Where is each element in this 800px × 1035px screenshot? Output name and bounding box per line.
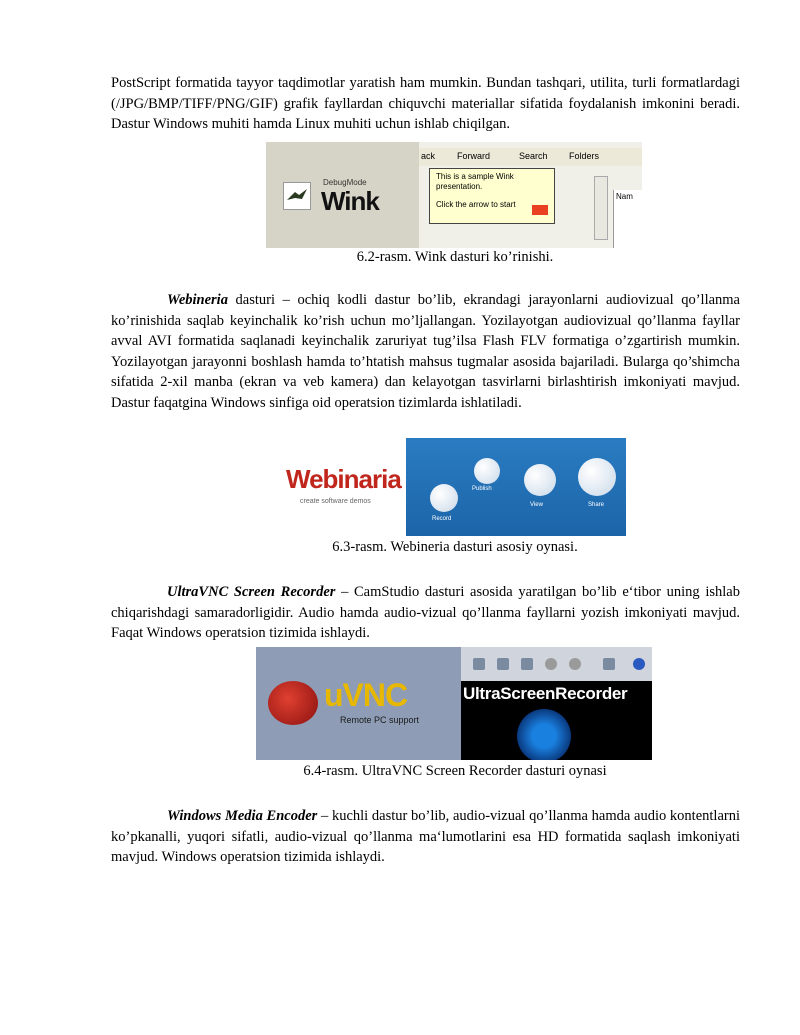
uvnc-logo-sub: Remote PC support <box>340 715 420 725</box>
side-panel-label: Nam <box>616 192 633 201</box>
term-ultravnc: UltraVNC Screen Recorder <box>167 584 336 600</box>
wink-brand-small: DebugMode <box>323 178 367 187</box>
paragraph-ultravnc-body: – CamStudio dasturi asosida yaratilgan bo’lib e‘tibor uning ishlab chiqarishdagi samaradorligidir. Audio hamda audio-vizual qo’llanma fayllarni yozish imkoniyati mavjud. Faqat Windows operatsion tizimida ishlaydi. <box>111 584 740 642</box>
ultrascreenrecorder-panel <box>461 647 652 760</box>
toolbar-icon <box>603 658 615 670</box>
uvnc-logo-icon <box>268 681 318 725</box>
wink-side-panel <box>613 190 642 248</box>
paragraph-webineria <box>111 290 740 414</box>
wink-logo <box>279 178 409 216</box>
caption-fig-6-2: 6.2-rasm. Wink dasturi ko’rinishi. <box>356 249 554 265</box>
toolbar-search: Search <box>519 151 548 161</box>
help-icon <box>633 658 645 670</box>
share-icon <box>578 458 616 496</box>
ultravnc-screenshot <box>256 647 652 760</box>
wink-brand-big: Wink <box>321 186 379 216</box>
recorder-toolbar <box>461 647 652 681</box>
toolbar-icon <box>521 658 533 670</box>
toolbar-folders: Folders <box>569 151 600 161</box>
wink-browser-panel <box>419 142 642 248</box>
webinaria-screenshot <box>278 438 626 536</box>
term-webineria: Webineria <box>167 292 228 308</box>
popup-text: This is a sample Wink presentation. <box>436 172 514 191</box>
stop-icon <box>569 658 581 670</box>
webinaria-logo-text: Webinaria <box>286 464 401 494</box>
wink-logo-panel <box>266 142 419 248</box>
webinaria-logo <box>278 456 406 516</box>
toolbar-back: ack <box>421 151 436 161</box>
bird-icon <box>283 182 311 210</box>
webinaria-main-window <box>406 438 626 536</box>
paragraph-postscript: PostScript formatida tayyor taqdimotlar yaratish ham mumkin. Bundan tashqari, utilita, turli formatlardagi (/JPG/BMP/TIFF/PNG/GIF) grafik fayllardan chiquvchi materiallar sifatida foydalanish imkonini beradi. Dastur Windows muhiti hamda Linux muhiti uchun ishlab chiqilgan. <box>111 75 740 133</box>
wink-toolbar <box>419 148 642 166</box>
node-publish-label: Publish <box>472 486 492 492</box>
caption-fig-6-4: 6.4-rasm. UltraVNC Screen Recorder dasturi oynasi <box>303 763 607 779</box>
toolbar-icon <box>473 658 485 670</box>
wink-popup <box>429 168 555 224</box>
wink-screenshot <box>266 142 642 248</box>
publish-icon <box>474 458 500 484</box>
toolbar-forward: Forward <box>457 151 491 161</box>
term-windows-media-encoder: Windows Media Encoder <box>167 808 318 824</box>
toolbar-icon <box>497 658 509 670</box>
paragraph-ultravnc <box>111 582 740 644</box>
caption-fig-6-3: 6.3-rasm. Webineria dasturi asosiy oynasi. <box>332 539 578 555</box>
paragraph-webineria-body: dasturi – ochiq kodli dastur bo’lib, ekrandagi jarayonlarni audiovizual qo’llanma ko’rinishida saqlab keyinchalik ko’rish uchun mo’ljallangan. Yozilayotgan audiovizual qo’llanma fayllar avval AVI formatida saqlanadi keyinchalik zaruriyat tug’ilsa Flash FLV formatiga o’zgartirish mumkin. Yozilayotgan jarayonni boshlash hamda to’htatish mahsus tugmalar asosida bajariladi. Bularga qo’shimcha sifatida 2-xil manba (ekran va veb kamera) dan kelayotgan tasvirlarni birlashtirish imkoniyati mavjud. Dastur faqatgina Windows sinfiga oid operatsion tizimlarda ishlatiladi. <box>111 292 740 411</box>
recorder-title: UltraScreenRecorder <box>463 684 628 703</box>
paragraph-wme-body: – kuchli dastur bo’lib, audio-vizual qo’llanma hamda audio kontentlarni ko’pkanalli, yuqori sifatli, audio-vizual qo’llanma ma‘lumotlarini esa HD formatida saqlash imkoniyati mavjud. Windows operatsion tizimida ishlaydi. <box>111 808 740 866</box>
uvnc-logo-panel <box>256 647 461 760</box>
scrollbar <box>594 176 608 240</box>
view-icon <box>524 464 556 496</box>
pause-icon <box>545 658 557 670</box>
recorder-emblem <box>517 709 571 760</box>
uvnc-logo-text: uVNC <box>324 677 408 713</box>
node-record-label: Record <box>432 516 452 522</box>
arrow-icon <box>532 205 548 215</box>
node-view-label: View <box>530 502 543 508</box>
popup-hint: Click the arrow to start <box>436 200 516 209</box>
record-icon <box>430 484 458 512</box>
node-share-label: Share <box>588 502 605 508</box>
paragraph-windows-media-encoder <box>111 806 740 868</box>
webinaria-logo-sub: create software demos <box>300 498 371 505</box>
